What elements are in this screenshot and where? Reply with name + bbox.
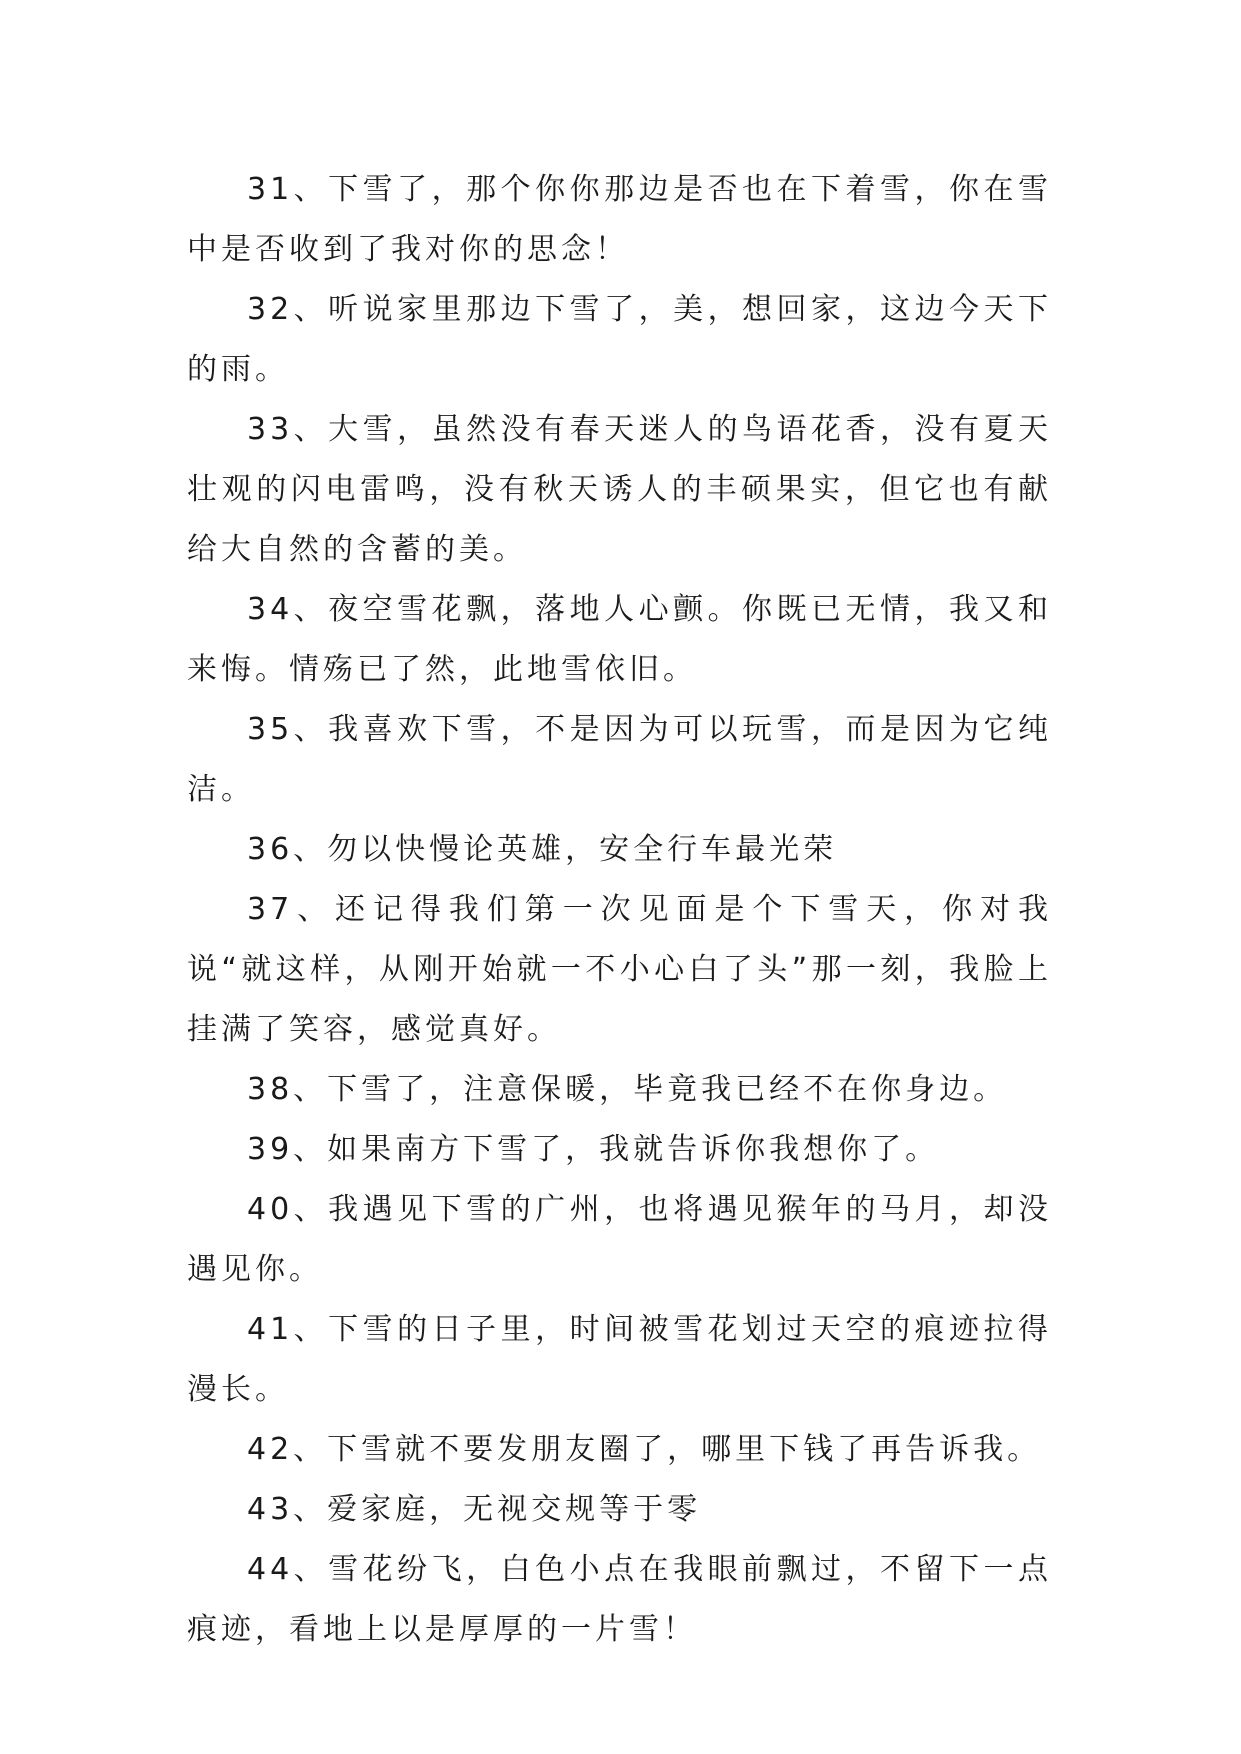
paragraph-31: 31、下雪了，那个你你那边是否也在下着雪，你在雪中是否收到了我对你的思念！: [187, 172, 1052, 267]
paragraph-39: 39、如果南方下雪了，我就告诉你我想你了。: [247, 1132, 940, 1167]
paragraph-34: 34、夜空雪花飘，落地人心颤。你既已无情，我又和来悔。情殇已了然，此地雪依旧。: [187, 592, 1052, 687]
paragraph-43: 43、爱家庭，无视交规等于零: [247, 1492, 702, 1527]
paragraph-38: 38、下雪了，注意保暖，毕竟我已经不在你身边。: [247, 1072, 1008, 1107]
paragraph-32: 32、听说家里那边下雪了，美，想回家，这边今天下的雨。: [187, 292, 1052, 387]
paragraph-37: 37、还记得我们第一次见面是个下雪天，你对我说“就这样，从刚开始就一不小心白了头”那一刻，我脸上挂满了笑容，感觉真好。: [187, 892, 1052, 1047]
paragraph-40: 40、我遇见下雪的广州，也将遇见猴年的马月，却没遇见你。: [187, 1192, 1052, 1287]
paragraph-41: 41、下雪的日子里，时间被雪花划过天空的痕迹拉得漫长。: [187, 1312, 1052, 1407]
paragraph-35: 35、我喜欢下雪，不是因为可以玩雪，而是因为它纯洁。: [187, 712, 1052, 807]
document-body: [187, 160, 1052, 1660]
paragraph-33: 33、大雪，虽然没有春天迷人的鸟语花香，没有夏天壮观的闪电雷鸣，没有秋天诱人的丰硕果实，但它也有献给大自然的含蓄的美。: [187, 412, 1052, 567]
paragraph-44: 44、雪花纷飞，白色小点在我眼前飘过，不留下一点痕迹，看地上以是厚厚的一片雪！: [187, 1552, 1052, 1647]
paragraph-36: 36、勿以快慢论英雄，安全行车最光荣: [247, 832, 838, 867]
paragraph-42: 42、下雪就不要发朋友圈了，哪里下钱了再告诉我。: [247, 1432, 1042, 1467]
